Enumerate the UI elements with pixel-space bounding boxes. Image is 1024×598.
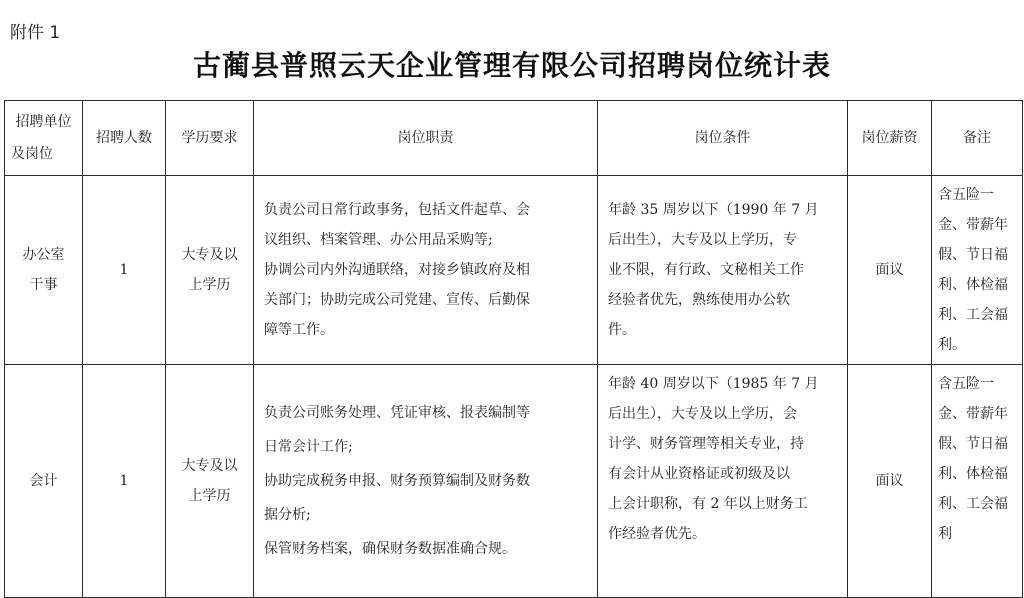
- table-header-row: [5, 101, 1023, 176]
- education-cell: [166, 176, 254, 365]
- salary-cell: 面议: [848, 176, 932, 365]
- header-unit-line2: 及岗位: [11, 146, 53, 162]
- conditions-line: 计学、财务管理等相关专业，持: [608, 436, 804, 452]
- conditions-cell: [598, 365, 848, 598]
- position-line: 办公室: [22, 247, 65, 263]
- count-cell: 1: [83, 365, 166, 598]
- conditions-line: 上会计职称，有 2 年以上财务工: [608, 496, 808, 512]
- recruitment-table: [4, 100, 1023, 598]
- remarks-line: 金、带薪年: [938, 217, 1008, 233]
- duties-line: 据分析;: [264, 507, 311, 523]
- duties-cell: [254, 176, 598, 365]
- header-duties: 岗位职责: [254, 101, 598, 176]
- remarks-line: 假、节日福: [938, 436, 1008, 452]
- remarks-line: 含五险一: [938, 376, 994, 392]
- remarks-line: 金、带薪年: [938, 406, 1008, 422]
- duties-line: 关部门；协助完成公司党建、宣传、后勤保: [264, 292, 530, 308]
- remarks-line: 利: [938, 526, 952, 542]
- duties-line: 负责公司日常行政事务，包括文件起草、会: [264, 202, 530, 218]
- duties-line: 协调公司内外沟通联络，对接乡镇政府及相: [264, 262, 530, 278]
- conditions-line: 经验者优先，熟练使用办公软: [608, 292, 790, 308]
- remarks-line: 含五险一: [938, 187, 994, 203]
- remarks-line: 利。: [938, 337, 966, 353]
- table-row: [5, 365, 1023, 598]
- conditions-line: 后出生），大专及以上学历，会: [608, 406, 797, 422]
- education-line: 上学历: [188, 277, 231, 293]
- header-education: 学历要求: [166, 101, 254, 176]
- conditions-line: 年龄 40 周岁以下（1985 年 7 月: [608, 376, 819, 392]
- header-unit-line1: 招聘单位: [15, 114, 72, 130]
- remarks-line: 利、工会福: [938, 307, 1008, 323]
- header-remarks: 备注: [932, 101, 1023, 176]
- salary-cell: 面议: [848, 365, 932, 598]
- duties-line: 障等工作。: [264, 322, 334, 338]
- education-line: 上学历: [188, 488, 231, 504]
- duties-line: 日常会计工作;: [264, 439, 353, 455]
- header-salary: 岗位薪资: [848, 101, 932, 176]
- remarks-line: 利、体检福: [938, 466, 1008, 482]
- conditions-line: 年龄 35 周岁以下（1990 年 7 月: [608, 202, 819, 218]
- duties-line: 负责公司账务处理、凭证审核、报表编制等: [264, 405, 530, 421]
- remarks-cell: [932, 176, 1023, 365]
- remarks-line: 假、节日福: [938, 247, 1008, 263]
- remarks-cell: [932, 365, 1023, 598]
- conditions-line: 业不限，有行政、文秘相关工作: [608, 262, 804, 278]
- page-title: 古蔺县普照云天企业管理有限公司招聘岗位统计表: [192, 49, 831, 82]
- position-line: 干事: [29, 277, 58, 293]
- duties-line: 议组织、档案管理、办公用品采购等;: [264, 232, 493, 248]
- conditions-line: 有会计从业资格证或初级及以: [608, 466, 790, 482]
- table-row: [5, 176, 1023, 365]
- conditions-cell: [598, 176, 848, 365]
- conditions-line: 件。: [608, 322, 636, 338]
- duties-line: 协助完成税务申报、财务预算编制及财务数: [264, 473, 530, 489]
- count-cell: 1: [83, 176, 166, 365]
- conditions-line: 作经验者优先。: [608, 526, 706, 542]
- education-cell: [166, 365, 254, 598]
- attachment-label: 附件 1: [10, 23, 61, 43]
- header-unit: [5, 101, 83, 176]
- education-line: 大专及以: [181, 247, 238, 263]
- duties-cell: [254, 365, 598, 598]
- remarks-line: 利、工会福: [938, 496, 1008, 512]
- conditions-line: 后出生），大专及以上学历，专: [608, 232, 797, 248]
- header-count: 招聘人数: [83, 101, 166, 176]
- header-conditions: 岗位条件: [598, 101, 848, 176]
- education-line: 大专及以: [181, 458, 238, 474]
- position-cell: [5, 176, 83, 365]
- position-cell: 会计: [5, 365, 83, 598]
- remarks-line: 利、体检福: [938, 277, 1008, 293]
- duties-line: 保管财务档案，确保财务数据准确合规。: [264, 541, 516, 557]
